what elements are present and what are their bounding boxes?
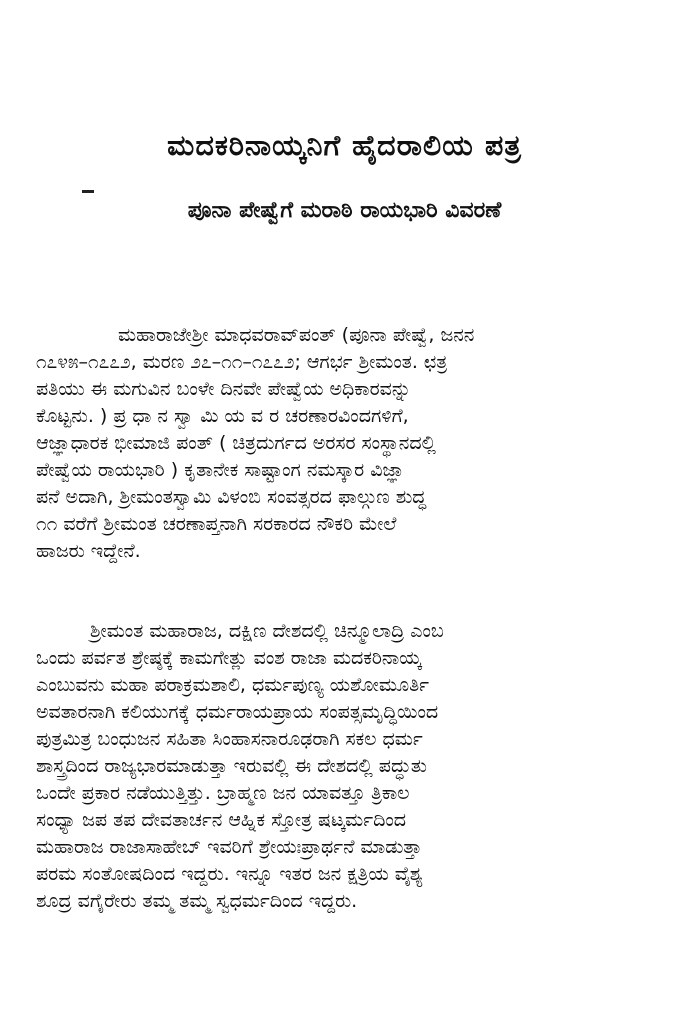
text-line: ಅವತಾರನಾಗಿ ಕಲಿಯುಗಕ್ಕೆ ಧರ್ಮರಾಯಪ್ರಾಯ ಸಂಪತ್ಸಮೃದ್ಧಿಯಿಂದ — [36, 701, 439, 723]
text-line: ಪುತ್ರಮಿತ್ರ ಬಂಧುಜನ ಸಹಿತಾ ಸಿಂಹಾಸನಾರೂಢರಾಗಿ ಸಕಲ ಧರ್ಮ — [36, 728, 423, 750]
text-line: ಮಹಾರಾಜೇಶ್ರೀ ಮಾಧವರಾವ್‌ಪಂತ್ (ಪೂನಾ ಪೇಷ್ವೆ, ಜನನ — [118, 324, 475, 346]
text-line: ಎಂಬುವನು ಮಹಾ ಪರಾಕ್ರಮಶಾಲಿ, ಧರ್ಮಪುಣ್ಯ ಯಶೋಮೂರ್ತಿ — [36, 674, 430, 696]
text-line: ಶಾಸ್ತ್ರದಿಂದ ರಾಜ್ಯಭಾರಮಾಡುತ್ತಾ ಇರುವಲ್ಲಿ ಈ ದೇಶದಲ್ಲಿ ಪದ್ಧುತು — [36, 755, 427, 777]
text-line: ೧೭೪೫–೧೭೭೨, ಮರಣ ೨೭–೧೧–೧೭೭೨; ಆಗರ್ಭ ಶ್ರೀಮಂತ. ಛತ್ರ — [36, 351, 448, 373]
text-line: ಪರಮ ಸಂತೋಷದಿಂದ ಇದ್ದರು. ಇನ್ನೂ ಇತರ ಜನ ಕ್ಷತ್ರಿಯ ವೈಶ್ಯ — [36, 863, 423, 885]
text-line: ಆಜ್ಞಾಧಾರಕ ಭೀಮಾಜಿ ಪಂತ್ ( ಚಿತ್ರದುರ್ಗದ ಅರಸರ ಸಂಸ್ಥಾನದಲ್ಲಿ — [36, 432, 436, 454]
text-line: ಸಂಧ್ಯಾ ಜಪ ತಪ ದೇವತಾರ್ಚನ ಆಹ್ನಿಕ ಸ್ತೋತ್ರ ಷಟ್ಕರ್ಮದಿಂದ — [36, 809, 407, 831]
page-subtitle: ಪೂನಾ ಪೇಷ್ವೆಗೆ ಮರಾಠಿ ರಾಯಭಾರಿ ವಿವರಣೆ — [187, 198, 502, 223]
text-line: ಪನೆ ಅದಾಗಿ, ಶ್ರೀಮಂತಸ್ವಾಮಿ ವಿಳಂಬಿ ಸಂವತ್ಸರದ ಫಾಲ್ಗುಣ ಶುದ್ಧ — [36, 486, 427, 508]
text-line: ಶೂದ್ರ ವಗೈರೇರು ತಮ್ಮ ತಮ್ಮ ಸ್ವಧರ್ಮದಿಂದ ಇದ್ದರು. — [36, 890, 358, 912]
text-line: ಹಾಜರು ಇದ್ದೇನೆ. — [36, 540, 141, 562]
text-line: ಪೇಷ್ವೆಯ ರಾಯಭಾರಿ ) ಕೃತಾನೇಕ ಸಾಷ್ಟಾಂಗ ನಮಸ್ಕಾರ ವಿಜ್ಞಾ — [36, 459, 405, 481]
text-line: ಕೊಟ್ಟನು. ) ಪ್ರ ಧಾ ನ ಸ್ವಾ ಮಿ ಯ ವ ರ ಚರಣಾರವಿಂದಗಳಿಗೆ, — [36, 405, 409, 427]
text-line: ಪತಿಯು ಈ ಮಗುವಿನ ಬಂಳೇ ದಿನವೇ ಪೇಷ್ವೆಯ ಅಧಿಕಾರವನ್ನು — [36, 378, 411, 400]
text-line: ಒಂದು ಪರ್ವತ ಶ್ರೇಷ್ಠಕ್ಕೆ ಕಾಮಗೇತ್ಲು ವಂಶ ರಾಜಾ ಮದಕರಿನಾಯ್ಕ — [36, 647, 422, 669]
text-line: ಶ್ರೀಮಂತ ಮಹಾರಾಜ, ದಕ್ಷಿಣ ದೇಶದಲ್ಲಿ ಚಿನ್ಮೂಲಾದ್ರಿ ಎಂಬ — [90, 620, 444, 642]
text-line: ೧೧ ವರೆಗೆ ಶ್ರೀಮಂತ ಚರಣಾಪ್ತನಾಗಿ ಸರಕಾರದ ನೌಕರಿ ಮೇಲೆ — [36, 513, 397, 535]
page-title: ಮದಕರಿನಾಯ್ಕನಿಗೆ ಹೈದರಾಲಿಯ ಪತ್ರ — [167, 128, 522, 162]
text-line: ಒಂದೇ ಪ್ರಕಾರ ನಡೆಯುತ್ತಿತ್ತು. ಬ್ರಾಹ್ಮಣ ಜನ ಯಾವತ್ತೂ ತ್ರಿಕಾಲ — [36, 782, 410, 804]
text-line: ಮಹಾರಾಜ ರಾಜಾಸಾಹೇಬ್ ಇವರಿಗೆ ಶ್ರೇಯಃಪ್ರಾರ್ಥನೆ ಮಾಡುತ್ತಾ — [36, 836, 422, 858]
dash-mark — [82, 190, 94, 193]
